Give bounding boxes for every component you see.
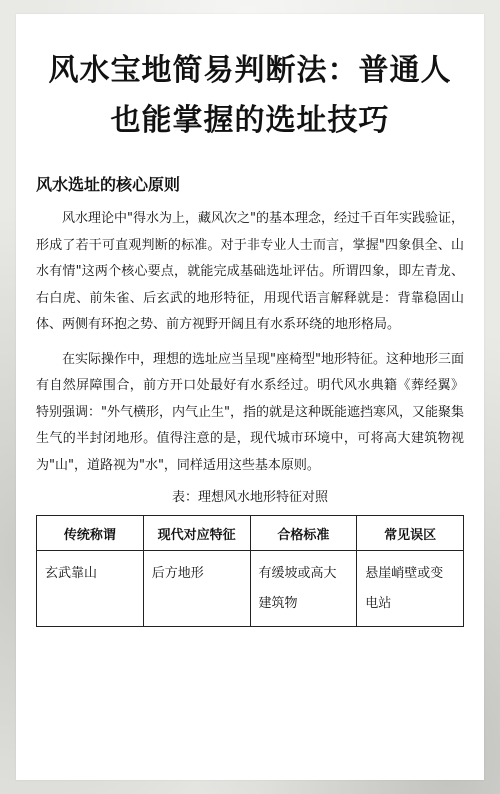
feature-table (36, 515, 464, 627)
paragraph-2: 在实际操作中，理想的选址应当呈现"座椅型"地形特征。这种地形三面有自然屏障围合，前方开口处最好有水系经过。明代风水典籍《葬经翼》特别强调："外气横形，内气止生"，指的就是这种既能遮挡寒风，又能聚集生气的半封闭地形。值得注意的是，现代城市环境中，可将高大建筑物视为"山"，道路视为"水"，同样适用这些基本原则。 (36, 351, 464, 473)
table-row (37, 551, 464, 627)
title-line-1: 风水宝地简易判断法：普通人 (48, 53, 452, 88)
table-cell: 后方地形 (143, 551, 250, 627)
title-line-2: 也能掌握的选址技巧 (110, 103, 390, 138)
document-page (16, 14, 484, 780)
section-heading: 风水选址的核心原则 (36, 175, 181, 194)
table-header-cell: 传统称谓 (37, 516, 144, 551)
table-cell: 玄武靠山 (37, 551, 144, 627)
table-cell: 有缓坡或高大建筑物 (250, 551, 357, 627)
table-header-cell: 常见误区 (357, 516, 464, 551)
table-header-row (37, 516, 464, 551)
table-header-cell: 合格标准 (250, 516, 357, 551)
paragraph-1: 风水理论中"得水为上，藏风次之"的基本理念，经过千百年实践验证，形成了若干可直观判断的标准。对于非专业人士而言，掌握"四象俱全、山水有情"这两个核心要点，就能完成基础选址评估。所谓四象，即左青龙、右白虎、前朱雀、后玄武的地形特征，用现代语言解释就是：背靠稳固山体、两侧有环抱之势、前方视野开阔且有水系环绕的地形格局。 (36, 211, 464, 332)
page-title (36, 14, 464, 146)
table-cell: 悬崖峭壁或变电站 (357, 551, 464, 627)
table-caption: 表：理想风水地形特征对照 (171, 490, 328, 505)
table-header-cell: 现代对应特征 (143, 516, 250, 551)
